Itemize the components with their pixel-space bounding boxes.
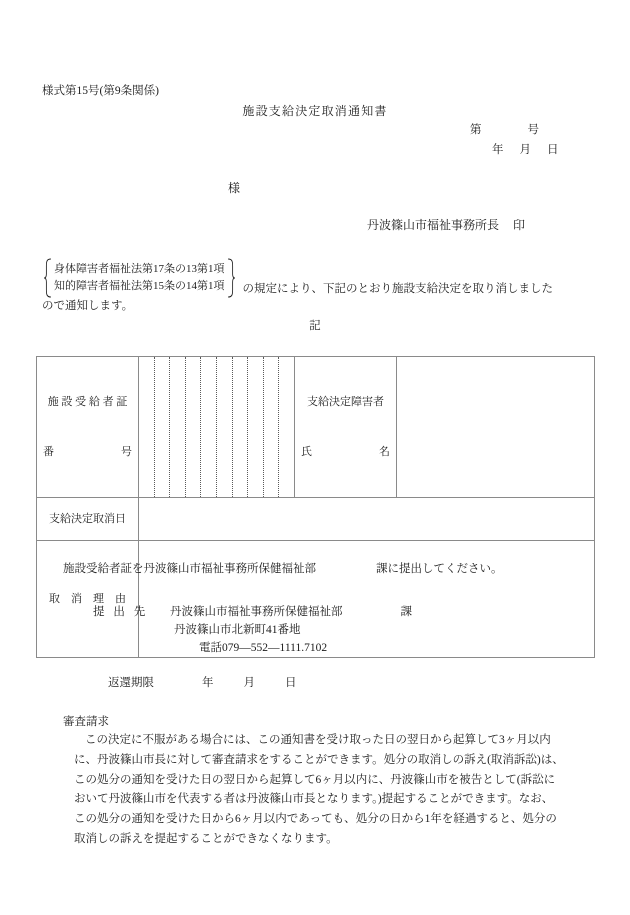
appeal-line-5: この処分の通知を受けた日から6ヶ月以内であっても、処分の日から1年を経過すると、処分の	[74, 813, 557, 826]
appeal-line-4: おいて丹波篠山市を代表する者は丹波篠山市長となります。)提起することができます。なお、	[74, 793, 554, 806]
legal-basis-block	[42, 258, 553, 298]
return-deadline-year: 年	[202, 677, 214, 689]
document-number-field	[470, 122, 539, 139]
appeal-line-2: に、丹波篠山市長に対して審査請求をすることができます。処分の取消しの訴え(取消訴訟)は、	[74, 753, 564, 766]
submission-destination-telephone: 電話079—552—1111.7102	[199, 642, 328, 654]
cancel-date-value[interactable]	[139, 498, 595, 541]
recipient-name-label-line2-a: 氏	[301, 445, 312, 458]
submission-office-name: 丹波篠山市福祉事務所保健福祉部	[170, 606, 343, 618]
date-day-label: 日	[547, 144, 559, 156]
legal-basis-continuation: ので通知します。	[42, 300, 134, 312]
submit-instruction	[63, 561, 503, 578]
cancel-date-label: 支給決定取消日	[37, 498, 139, 541]
appeal-line-6: 取消しの訴えを提起することができなくなります。	[74, 832, 338, 845]
digit-cell[interactable]	[217, 357, 233, 497]
digit-cell[interactable]	[248, 357, 264, 497]
issuer-name: 丹波篠山市福祉事務所長	[367, 218, 500, 232]
receipt-number-label-line1: 施 設 受 給 者 証	[47, 396, 128, 408]
brace-left-icon	[43, 258, 51, 298]
return-deadline-month: 月	[243, 677, 255, 689]
legal-basis-line-1: 身体障害者福祉法第17条の13第1項	[54, 262, 225, 275]
digit-cell[interactable]	[170, 357, 186, 497]
digit-cell[interactable]	[279, 357, 294, 497]
digit-cell[interactable]	[233, 357, 249, 497]
legal-basis-lines	[52, 261, 227, 295]
table-row	[37, 357, 595, 498]
document-date-field	[492, 142, 559, 159]
recipient-name-label-line1: 支給決定障害者	[307, 396, 384, 408]
page-title: 施設支給決定取消通知書	[242, 104, 388, 118]
seal-mark: 印	[513, 218, 526, 232]
return-deadline-label: 返還期限	[108, 677, 154, 689]
digit-cell[interactable]	[201, 357, 217, 497]
legal-basis-tail: の規定により、下記のとおり施設支給決定を取り消しました	[242, 283, 553, 295]
submit-instruction-part-b: 課に提出してください。	[376, 563, 503, 575]
appeal-line-3: この処分の通知を受けた日の翌日から起算して6ヶ月以内に、丹波篠山市を被告として(訴訟に	[74, 773, 556, 786]
return-deadline-field	[108, 675, 297, 692]
addressee-honorific: 様	[228, 181, 241, 195]
recipient-name-label	[295, 357, 397, 498]
submission-office-section: 課	[400, 606, 412, 618]
receipt-number-label-line2-a: 番	[43, 445, 54, 458]
digit-cell[interactable]	[264, 357, 280, 497]
appeal-line-1: この決定に不服がある場合には、この通知書を受け取った日の翌日から起算して3ヶ月以内	[85, 734, 551, 746]
submit-instruction-part-a: 施設受給者証を丹波篠山市福祉事務所保健福祉部	[63, 563, 316, 575]
recipient-name-value[interactable]	[397, 357, 595, 498]
submission-destination-label: 提 出 先	[93, 606, 149, 618]
receipt-number-digit-boxes[interactable]	[139, 357, 295, 498]
form-number: 様式第15号(第9条関係)	[42, 85, 159, 97]
issuer-line	[367, 217, 525, 234]
brace-right-icon	[227, 258, 235, 298]
return-deadline-day: 日	[285, 677, 297, 689]
submission-destination-address: 丹波篠山市北新町41番地	[174, 624, 301, 636]
legal-basis-line-2: 知的障害者福祉法第15条の14第1項	[54, 280, 225, 292]
ki-mark: 記	[309, 320, 321, 332]
appeal-section-title: 審査請求	[63, 716, 109, 728]
document-number-suffix: 号	[527, 124, 539, 136]
digit-cell[interactable]	[186, 357, 202, 497]
digit-cell[interactable]	[155, 357, 171, 497]
document-number-prefix: 第	[470, 124, 482, 136]
cancel-reason-label: 取 消 理 由	[37, 541, 139, 658]
submission-destination-office	[170, 604, 412, 621]
digit-grid	[139, 357, 294, 497]
date-year-label: 年	[492, 144, 504, 156]
recipient-name-label-line2-b: 名	[379, 445, 390, 458]
appeal-section-body	[63, 731, 571, 850]
receipt-number-label	[37, 357, 139, 498]
table-row	[37, 498, 595, 541]
digit-cell[interactable]	[139, 357, 155, 497]
date-month-label: 月	[519, 144, 531, 156]
receipt-number-label-line2-b: 号	[121, 445, 132, 458]
